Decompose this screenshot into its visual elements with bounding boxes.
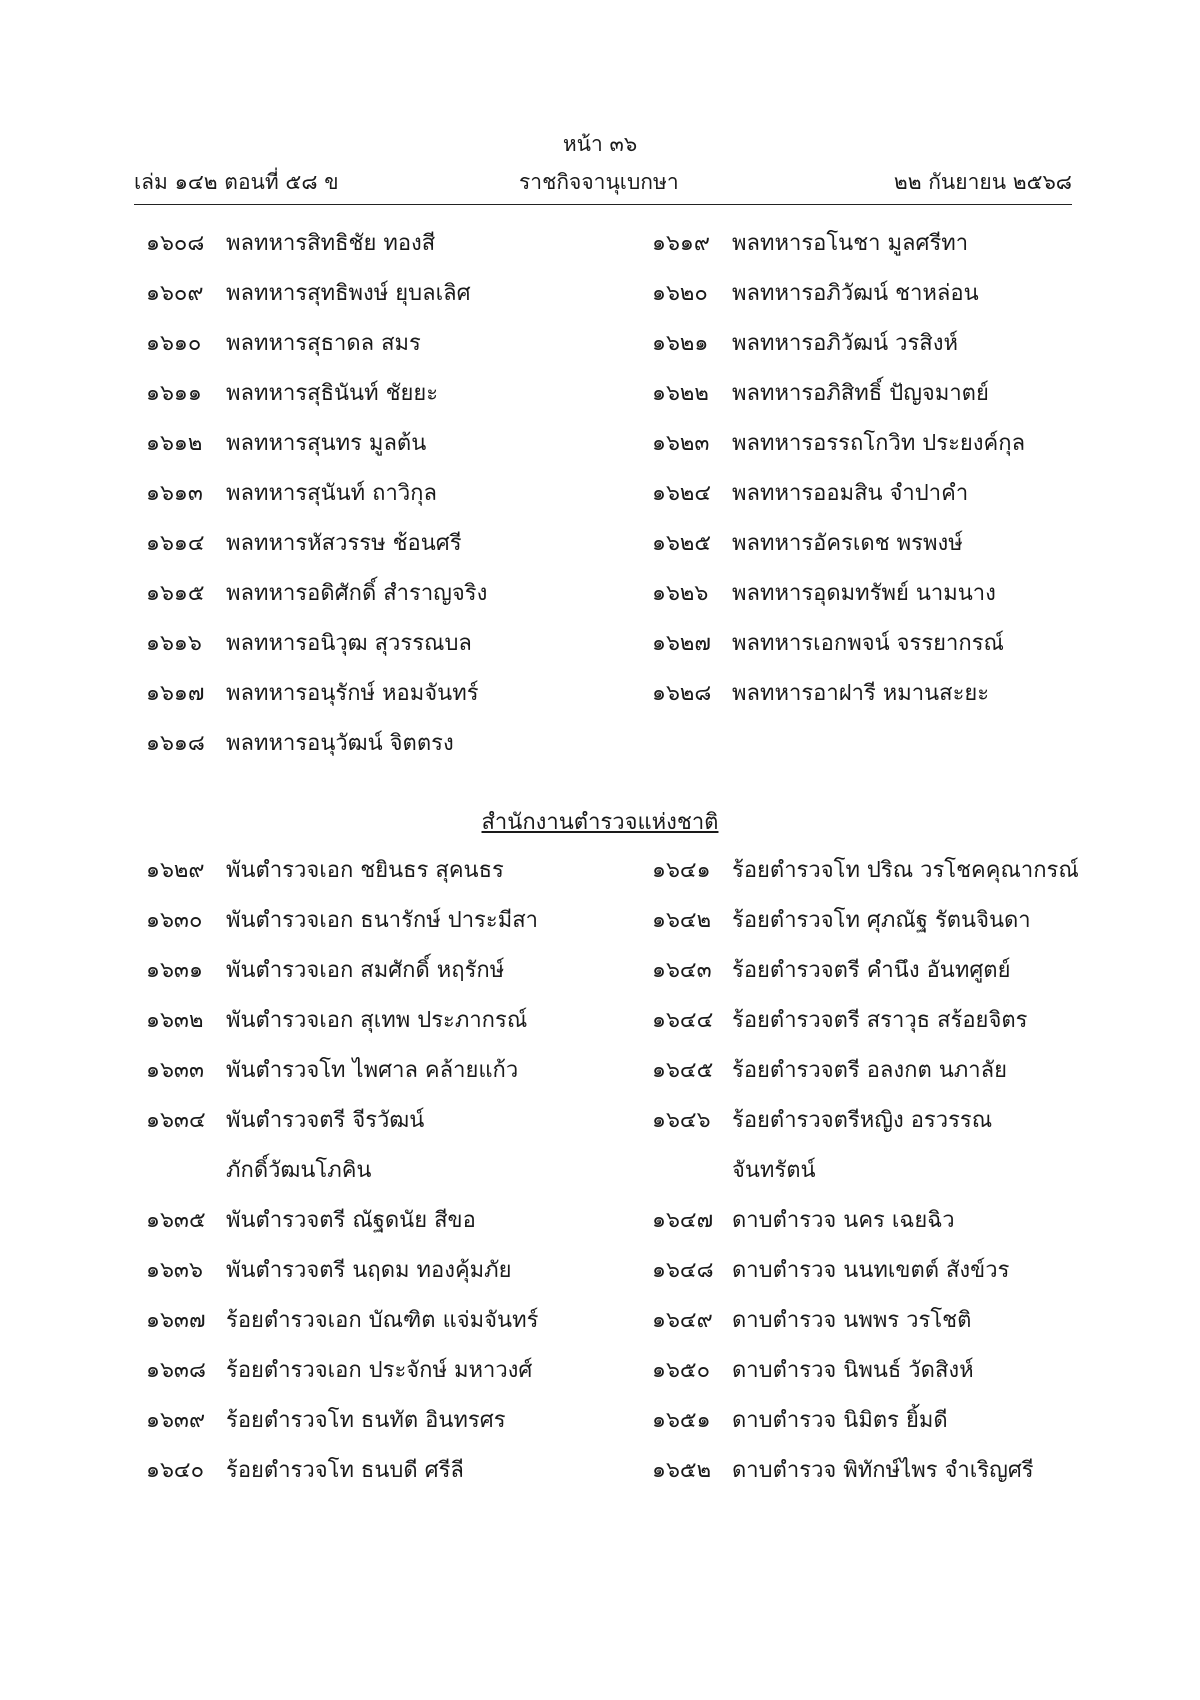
list-item: [146, 375, 438, 410]
list-item: [652, 525, 963, 560]
entry-name: พลทหารอนิวุฒ สุวรรณบล: [226, 631, 472, 656]
entry-number: ๑๖๒๖: [652, 581, 709, 606]
entry-number: ๑๖๑๙: [652, 231, 711, 256]
gazette-header: [134, 166, 1072, 200]
list-item: [146, 1202, 476, 1237]
entry-number: ๑๖๒๙: [146, 858, 205, 883]
entry-name: ร้อยตำรวจเอก ประจักษ์ มหาวงศ์: [226, 1358, 533, 1383]
entry-number: ๑๖๕๑: [652, 1408, 711, 1433]
header-rule: [134, 204, 1072, 205]
entry-number: ๑๖๑๓: [146, 481, 203, 506]
entry-name: พลทหารอนุรักษ์ หอมจันทร์: [226, 681, 479, 706]
list-item: [146, 475, 437, 510]
entry-name: พันตำรวจโท ไพศาล คล้ายแก้ว: [226, 1058, 519, 1083]
list-item: [652, 625, 1004, 660]
entry-name: พลทหารอุดมทรัพย์ นามนาง: [732, 581, 996, 606]
entry-name: ร้อยตำรวจโท ศุภณัฐ รัตนจินดา: [732, 908, 1031, 933]
list-item: [652, 1352, 974, 1387]
entry-name: พลทหารอโนชา มูลศรีทา: [732, 231, 969, 256]
entry-name: พลทหารสุทธิพงษ์ ยุบลเลิศ: [226, 281, 471, 306]
entry-name-continuation: ภักดิ์วัฒนโภคิน: [226, 1158, 372, 1183]
entry-name: ร้อยตำรวจโท ธนบดี ศรีลี: [226, 1458, 464, 1483]
list-item: [652, 675, 989, 710]
list-item: [652, 852, 1079, 887]
entry-number: ๑๖๔๖: [652, 1108, 711, 1133]
entry-number: ๑๖๔๗: [652, 1208, 714, 1233]
list-item: [652, 425, 1025, 460]
entry-name: พลทหารสุนันท์ ถาวิกุล: [226, 481, 437, 506]
list-item: [652, 1302, 971, 1337]
list-item: [146, 1402, 506, 1437]
entry-name: พลทหารอภิวัฒน์ ชาหล่อน: [732, 281, 979, 306]
list-item: [652, 1402, 948, 1437]
entry-number: ๑๖๑๑: [146, 381, 202, 406]
list-item: [146, 952, 504, 987]
entry-name: พลทหารสิทธิชัย ทองสี: [226, 231, 436, 256]
entry-number: ๑๖๔๒: [652, 908, 712, 933]
list-item: [652, 375, 989, 410]
entry-name: ดาบตำรวจ นคร เฉยฉิว: [732, 1208, 955, 1233]
entry-number: ๑๖๑๖: [146, 631, 202, 656]
entry-name: พันตำรวจตรี ณัฐดนัย สีขอ: [226, 1208, 476, 1233]
entry-number: ๑๖๔๙: [652, 1308, 713, 1333]
entry-number: ๑๖๔๕: [652, 1058, 714, 1083]
entry-name: พลทหารสุธินันท์ ชัยยะ: [226, 381, 439, 406]
list-item: [146, 675, 479, 710]
list-item: [652, 575, 996, 610]
page-number: หน้า ๓๖: [562, 132, 638, 156]
entry-name: พลทหารอนุวัฒน์ จิตตรง: [226, 731, 454, 756]
list-item: [146, 902, 538, 937]
entry-number: ๑๖๒๑: [652, 331, 709, 356]
entry-name: พลทหารอาฝารี หมานสะยะ: [732, 681, 990, 706]
entry-name: ร้อยตำรวจตรี อลงกต นภาลัย: [732, 1058, 1008, 1083]
entry-name-continuation: จันทรัตน์: [732, 1158, 816, 1183]
entry-number: ๑๖๑๕: [146, 581, 205, 606]
entry-number: ๑๖๓๒: [146, 1008, 204, 1033]
list-item: [146, 725, 454, 760]
entry-name: พลทหารหัสวรรษ ช้อนศรี: [226, 531, 462, 556]
entry-number: ๑๖๐๘: [146, 231, 205, 256]
section-heading: [0, 804, 1200, 839]
entry-number: ๑๖๓๓: [146, 1058, 205, 1083]
list-item: [146, 1302, 538, 1337]
list-item: [146, 852, 504, 887]
publication-date: ๒๒ กันยายน ๒๕๖๘: [893, 170, 1072, 194]
entry-number: ๑๖๓๐: [146, 908, 203, 933]
entry-number: ๑๖๓๕: [146, 1208, 206, 1233]
gazette-title: ราชกิจจานุเบกษา: [519, 170, 679, 194]
entry-name: ร้อยตำรวจตรีหญิง อรวรรณ: [732, 1108, 993, 1133]
entry-number: ๑๖๒๔: [652, 481, 712, 506]
list-item: [652, 952, 1010, 987]
entry-number: ๑๖๕๐: [652, 1358, 711, 1383]
entry-name: พลทหารเอกพจน์ จรรยากรณ์: [732, 631, 1004, 656]
list-item: [146, 1352, 532, 1387]
list-item: [652, 902, 1031, 937]
entry-number: ๑๖๑๔: [146, 531, 205, 556]
entry-number: ๑๖๔๔: [652, 1008, 714, 1033]
list-item: [652, 325, 958, 360]
entry-name: พันตำรวจเอก สุเทพ ประภากรณ์: [226, 1008, 528, 1033]
entry-number: ๑๖๓๑: [146, 958, 203, 983]
entry-name: พลทหารสุธาดล สมร: [226, 331, 421, 356]
entry-number: ๑๖๒๕: [652, 531, 712, 556]
entry-number: ๑๖๒๗: [652, 631, 711, 656]
list-item: [652, 1002, 1027, 1037]
list-item: [652, 225, 968, 260]
entry-name: ร้อยตำรวจตรี สราวุธ สร้อยจิตร: [732, 1008, 1028, 1033]
entry-number: ๑๖๒๘: [652, 681, 712, 706]
entry-number: ๑๖๑๗: [146, 681, 205, 706]
volume-info: เล่ม ๑๔๒ ตอนที่ ๕๘ ข: [134, 170, 339, 194]
entry-name: พลทหารสุนทร มูลต้น: [226, 431, 427, 456]
entry-name: ดาบตำรวจ นนทเขตต์ สังข์วร: [732, 1258, 1010, 1283]
entry-name: พันตำรวจเอก ธนารักษ์ ปาระมีสา: [226, 908, 538, 933]
entry-number: ๑๖๕๒: [652, 1458, 712, 1483]
list-item: [146, 1252, 512, 1287]
entry-number: ๑๖๓๗: [146, 1308, 206, 1333]
entry-number: ๑๖๔๓: [652, 958, 712, 983]
entry-name: พลทหารอัครเดช พรพงษ์: [732, 531, 963, 556]
entry-name: ดาบตำรวจ พิทักษ์ไพร จำเริญศรี: [732, 1458, 1034, 1483]
entry-number: ๑๖๓๘: [146, 1358, 206, 1383]
entry-name: พลทหารอรรถโกวิท ประยงค์กุล: [732, 431, 1026, 456]
list-item: [146, 425, 426, 460]
entry-number: ๑๖๔๐: [146, 1458, 205, 1483]
list-item: [146, 1052, 518, 1087]
entry-number: ๑๖๒๒: [652, 381, 709, 406]
list-item: [652, 1252, 1009, 1287]
list-item: [146, 1452, 464, 1487]
section-title: สำนักงานตำรวจแห่งชาติ: [481, 810, 719, 835]
list-item: [146, 275, 471, 310]
list-item: [652, 1052, 1007, 1087]
entry-name: พันตำรวจเอก สมศักดิ์ หฤรักษ์: [226, 958, 505, 983]
entry-name: พลทหารอดิศักดิ์ สำราญจริง: [226, 581, 488, 606]
entry-number: ๑๖๑๘: [146, 731, 205, 756]
entry-name: พันตำรวจตรี จีรวัฒน์: [226, 1108, 425, 1133]
entry-name: ดาบตำรวจ นพพร วรโชติ: [732, 1308, 972, 1333]
entry-name: พันตำรวจตรี นฤดม ทองคุ้มภัย: [226, 1258, 512, 1283]
list-item: [146, 525, 462, 560]
entry-name: พลทหารอภิสิทธิ์ ปัญจมาตย์: [732, 381, 989, 406]
list-item: [652, 475, 968, 510]
entry-name: ดาบตำรวจ นิมิตร ยิ้มดี: [732, 1408, 948, 1433]
entry-name: ร้อยตำรวจเอก บัณฑิต แจ่มจันทร์: [226, 1308, 539, 1333]
list-item: [652, 1102, 992, 1137]
entry-number: ๑๖๒๓: [652, 431, 710, 456]
entry-name: พลทหารอภิวัฒน์ วรสิงห์: [732, 331, 958, 356]
entry-number: ๑๖๓๙: [146, 1408, 206, 1433]
list-item: [652, 1452, 1034, 1487]
list-item: [146, 575, 487, 610]
entry-name: ร้อยตำรวจโท ธนทัต อินทรศร: [226, 1408, 506, 1433]
entry-name: ดาบตำรวจ นิพนธ์ วัดสิงห์: [732, 1358, 974, 1383]
entry-number: ๑๖๔๑: [652, 858, 711, 883]
list-item: [146, 625, 472, 660]
entry-number: ๑๖๑๐: [146, 331, 202, 356]
entry-number: ๑๖๔๘: [652, 1258, 714, 1283]
list-item: [146, 1002, 527, 1037]
entry-number: ๑๖๓๖: [146, 1258, 203, 1283]
list-item: [146, 325, 421, 360]
list-item: [652, 1202, 955, 1237]
list-item: [652, 275, 979, 310]
entry-number: ๑๖๒๐: [652, 281, 708, 306]
entry-name: พลทหารออมสิน จำปาคำ: [732, 481, 969, 506]
entry-name: ร้อยตำรวจตรี คำนึง อันทศูตย์: [732, 958, 1011, 983]
list-item: [146, 225, 435, 260]
entry-name: ร้อยตำรวจโท ปริณ วรโชคคุณากรณ์: [732, 858, 1079, 883]
entry-number: ๑๖๑๒: [146, 431, 203, 456]
entry-number: ๑๖๓๔: [146, 1108, 206, 1133]
entry-number: ๑๖๐๙: [146, 281, 204, 306]
entry-name: พันตำรวจเอก ชยินธร สุคนธร: [226, 858, 504, 883]
list-item: [146, 1102, 424, 1137]
